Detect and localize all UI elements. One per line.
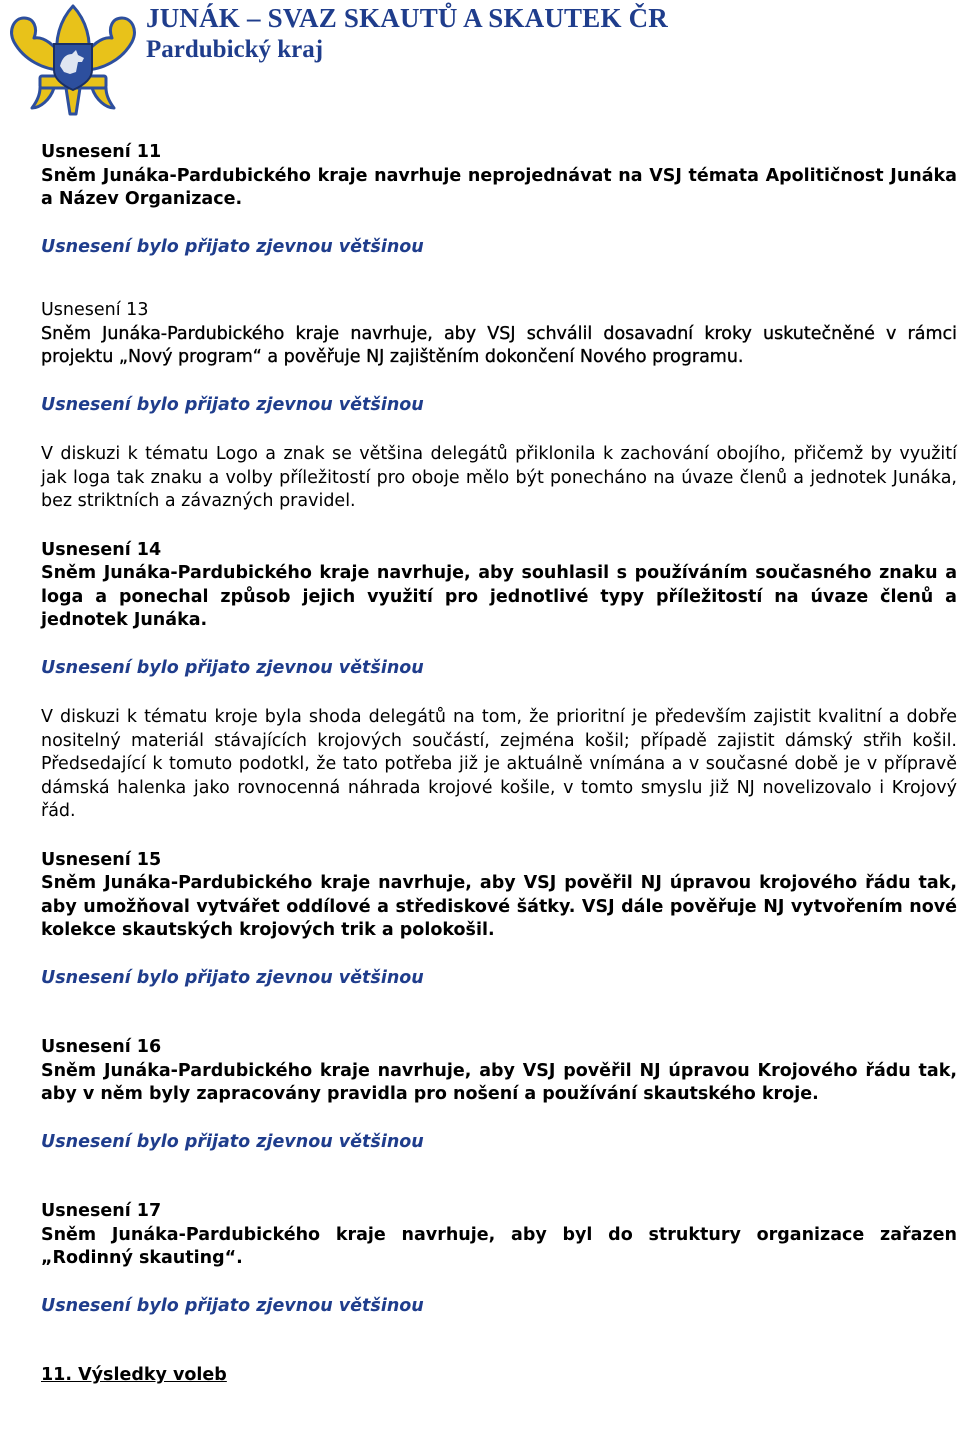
usneseni-text: Sněm Junáka-Pardubického kraje navrhuje, aby byl do struktury organizace zařazen „Rodinný skauting“. xyxy=(41,1224,957,1268)
usneseni-title: Usnesení 17 xyxy=(41,1201,162,1221)
document-body xyxy=(41,141,957,1388)
usneseni-result: Usnesení bylo přijato zjevnou většinou xyxy=(41,1131,424,1152)
usneseni-text: Sněm Junáka-Pardubického kraje navrhuje, aby souhlasil s používáním současného znaku a loga a ponechal způsob jejich využití pro jednotlivé typy příležitostí na úvaze členů a jednotek Junáka. xyxy=(41,563,957,630)
usneseni-result: Usnesení bylo přijato zjevnou většinou xyxy=(41,967,424,988)
usneseni-text: Sněm Junáka-Pardubického kraje navrhuje, aby VSJ pověřil NJ úpravou krojového řádu tak, aby umožňoval vytvářet oddílové a střediskové šátky. VSJ dále pověřuje NJ vytvořením nové kolekce skautských krojových trik a polokošil. xyxy=(41,873,957,940)
usneseni-result: Usnesení bylo přijato zjevnou většinou xyxy=(41,236,424,257)
usneseni-title: Usnesení 11 xyxy=(41,142,162,162)
header-region-title: Pardubický kraj xyxy=(146,36,324,63)
usneseni-result: Usnesení bylo přijato zjevnou většinou xyxy=(41,657,424,678)
junak-logo xyxy=(4,0,142,126)
usneseni-title: Usnesení 14 xyxy=(41,539,162,560)
usneseni-text: Sněm Junáka-Pardubického kraje navrhuje, aby VSJ pověřil NJ úpravou Krojového řádu tak, aby v něm byly zapracovány pravidla pro nošení a používání skautského kroje. xyxy=(41,1060,957,1104)
usneseni-result: Usnesení bylo přijato zjevnou většinou xyxy=(41,1295,424,1316)
usneseni-title: Usnesení 15 xyxy=(41,849,162,870)
usneseni-text: Sněm Junáka-Pardubického kraje navrhuje, aby VSJ schválil dosavadní kroky uskutečněné v rámci projektu „Nový program“ a pověřuje NJ zajištěním dokončení Nového programu. xyxy=(41,323,957,367)
usneseni-title: Usnesení 13 xyxy=(41,300,149,320)
usneseni-result: Usnesení bylo přijato zjevnou většinou xyxy=(41,394,424,415)
usneseni-17 xyxy=(41,1200,957,1271)
discussion-paragraph: V diskuzi k tématu kroje byla shoda delegátů na tom, že prioritní je především zajistit kvalitní a dobře nositelný materiál stávajících krojových součástí, zejména košil; případě zajistit dámský střih košil. Předsedající k tomuto podotkl, že tato potřeba již je aktuálně vnímána a v současné době je v přípravě dámská halenka jako rovnocenná náhrada krojové košile, v tomto smyslu již NJ novelizovalo i Krojový řád. xyxy=(41,707,957,821)
usneseni-11 xyxy=(41,141,957,212)
usneseni-16 xyxy=(41,1036,957,1107)
usneseni-14 xyxy=(41,539,957,633)
section-heading: 11. Výsledky voleb xyxy=(41,1365,227,1385)
discussion-paragraph: V diskuzi k tématu Logo a znak se většina delegátů přiklonila k zachování obojího, přičemž by využití jak loga tak znaku a volby příležitostí pro oboje mělo být ponecháno na úvaze členů a jednotek Junáka, bez striktních a závazných pravidel. xyxy=(41,444,957,511)
usneseni-text: Sněm Junáka-Pardubického kraje navrhuje neprojednávat na VSJ témata Apolitičnost Junáka a Název Organizace. xyxy=(41,165,957,209)
header-organization-title: JUNÁK – SVAZ SKAUTŮ A SKAUTEK ČR xyxy=(146,3,669,33)
usneseni-13 xyxy=(41,299,957,370)
usneseni-15 xyxy=(41,849,957,943)
usneseni-title: Usnesení 16 xyxy=(41,1037,162,1057)
